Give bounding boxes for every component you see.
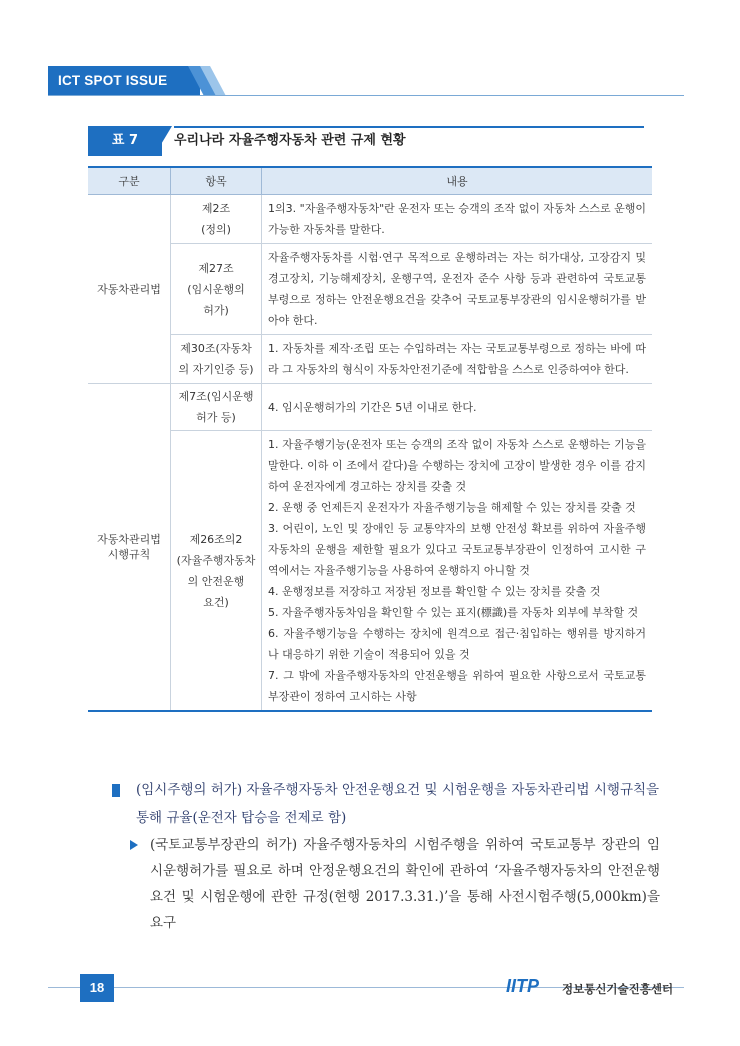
item-cell — [171, 384, 262, 431]
item-cell — [171, 431, 262, 712]
paragraph-minister-permit — [130, 832, 660, 936]
table-row — [88, 195, 652, 244]
content-cell — [262, 431, 653, 712]
section-header — [0, 66, 740, 96]
item-cell — [171, 195, 262, 244]
content-line: 1. 자율주행기능(운전자 또는 승객의 조작 없이 자동차 스스로 운행하는 기능을 말한다. 이하 이 조에서 같다)을 수행하는 장치에 고장이 발생한 경우 이를 감지하여 운전자에게 경고하는 장치를 갖출 것 — [268, 438, 646, 493]
table-row — [88, 384, 652, 431]
caption-wedge — [154, 126, 172, 156]
item-line: 제26조의2 — [189, 532, 243, 546]
category-cell: 자동차관리법 — [88, 195, 171, 384]
item-line: (자율주행자동차 — [176, 553, 256, 567]
item-cell — [171, 244, 262, 335]
table-caption — [88, 126, 644, 156]
item-line: 의 자기인증 등) — [178, 363, 254, 376]
item-line: 요건) — [203, 595, 229, 609]
section-label: ICT SPOT ISSUE — [48, 66, 200, 96]
content-cell: 1의3. "자율주행자동차"란 운전자 또는 승객의 조작 없이 자동차 스스로 운행이 가능한 자동차를 말한다. — [262, 195, 653, 244]
item-line: (임시운행의 — [187, 282, 245, 296]
content-line: 7. 그 밖에 자율주행자동차의 안전운행을 위하여 필요한 사항으로서 국토교통부장관이 정하여 고시하는 사항 — [268, 669, 646, 703]
content-cell: 자율주행자동차를 시험·연구 목적으로 운행하려는 자는 허가대상, 고장감지 및 경고장치, 기능해제장치, 운행구역, 운전자 준수 사항 등과 관련하여 국토교통부령으로 정하는 안전운행요건을 갖추어 국토교통부장관의 임시운행허가를 받아야 한다. — [262, 244, 653, 335]
item-line: 허가 등) — [196, 411, 236, 424]
content-line: 3. 어린이, 노인 및 장애인 등 교통약자의 보행 안전성 확보를 위하여 자율주행자동차의 운행을 제한할 필요가 있다고 국토교통부장관이 인정하여 고시한 구역에서는 자율주행기능을 사용하여 운행하지 아니할 것 — [268, 522, 646, 577]
content-line: 5. 자율주행자동차임을 확인할 수 있는 표지(標識)를 자동차 외부에 부착할 것 — [268, 606, 639, 619]
item-line: 의 안전운행 — [187, 574, 245, 588]
item-cell — [171, 335, 262, 384]
item-line: 허가) — [203, 303, 229, 317]
content-line: 4. 임시운행허가의 기간은 5년 이내로 한다. — [268, 400, 477, 414]
header-content: 내용 — [262, 167, 653, 195]
item-line: (정의) — [201, 223, 231, 236]
content-line: 4. 운행정보를 저장하고 저장된 정보를 확인할 수 있는 장치를 갖출 것 — [268, 585, 601, 598]
header-category: 구분 — [88, 167, 171, 195]
paragraph-text: (국토교통부장관의 허가) 자율주행자동차의 시험주행을 위하여 국토교통부 장관의 임시운행허가를 필요로 하며 안정운행요건의 확인에 관하여 ‘자율주행자동차의 안전운행요건 및 시험운행에 관한 규정(현행 2017.3.31.)’을 통해 사전시험주행(5,000km)을 요구 — [150, 837, 660, 931]
item-line: 제7조(임시운행 — [178, 390, 254, 403]
header-item: 항목 — [171, 167, 262, 195]
header-rule — [48, 95, 684, 96]
paragraph-temporary-permit — [112, 776, 660, 832]
org-name: 정보통신기술진흥센터 — [562, 982, 674, 996]
content-cell: 1. 자동차를 제작·조립 또는 수입하려는 자는 국토교통부령으로 정하는 바에 따라 그 자동차의 형식이 자동차안전기준에 적합함을 스스로 인증하여야 한다. — [262, 335, 653, 384]
category-cell — [88, 384, 171, 712]
table-row — [88, 431, 652, 712]
item-line: 제30조(자동차 — [180, 342, 252, 355]
content-line: 6. 자율주행기능을 수행하는 장치에 원격으로 접근·침입하는 행위를 방지하거나 대응하기 위한 기술이 적용되어 있을 것 — [268, 627, 646, 661]
category-line: 시행규칙 — [107, 548, 151, 561]
table-row — [88, 244, 652, 335]
triangle-bullet-icon — [130, 840, 138, 850]
table-header-row — [88, 167, 652, 195]
table-title: 우리나라 자율주행자동차 관련 규제 현황 — [174, 133, 406, 148]
regulation-table — [88, 166, 652, 712]
table-row — [88, 335, 652, 384]
table-number: 표 7 — [88, 126, 162, 156]
square-bullet-icon — [112, 784, 120, 797]
paragraph-text: (임시주행의 허가) 자율주행자동차 안전운행요건 및 시험운행을 자동차관리법 시행규칙을 통해 규율(운전자 탑승을 전제로 함) — [136, 782, 660, 826]
category-line: 자동차관리법 — [97, 533, 161, 546]
content-cell — [262, 384, 653, 431]
page-number: 18 — [80, 974, 114, 1002]
iitp-logo: IITP — [506, 976, 540, 996]
item-line: 제2조 — [201, 202, 231, 215]
content-line: 2. 운행 중 언제든지 운전자가 자율주행기능을 해제할 수 있는 장치를 갖출 것 — [268, 501, 636, 514]
item-line: 제27조 — [198, 261, 234, 275]
